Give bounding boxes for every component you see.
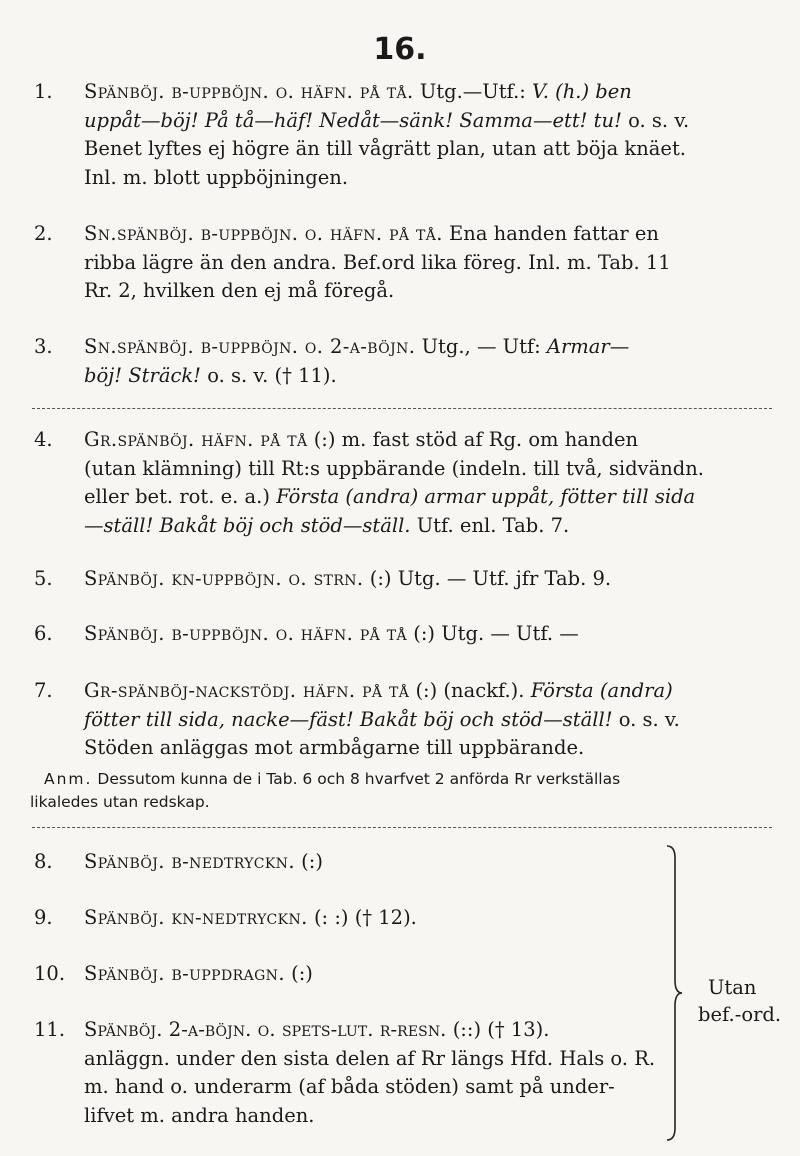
brace-label-line-1: Utan — [708, 976, 757, 999]
exercise-title: Sn.spänböj. b-uppböjn. o. 2-a-böjn. — [84, 335, 416, 358]
exercise-6 — [30, 620, 775, 649]
exercise-command: uppåt—böj! På tå—häf! Nedåt—sänk! Samma—ett! tu! — [84, 108, 622, 132]
exercise-command: Första (andra) — [530, 679, 673, 702]
exercise-command: fötter till sida, nacke—fäst! Bakåt böj och stöd—ställ! — [84, 707, 613, 731]
exercise-7-line-3: Stöden anläggas mot armbågarne till uppbärande. — [84, 736, 585, 759]
exercise-command: Första (andra) armar uppåt, fötter till sida — [276, 485, 696, 508]
exercise-text: (:) — [294, 850, 323, 873]
exercise-number: 3. — [34, 335, 53, 358]
exercise-11-line-1 — [30, 1016, 670, 1045]
exercise-title: Spänböj. kn-nedtryckn. — [84, 906, 308, 929]
exercise-title: Spänböj. kn-uppböjn. o. strn. — [84, 567, 364, 590]
exercise-text: (:) Utg. — Utf. — — [407, 622, 579, 645]
exercise-text: (:) m. fast stöd af Rg. om handen — [307, 428, 639, 451]
exercise-text: eller bet. rot. e. a.) — [84, 485, 277, 508]
remark-line-1 — [30, 768, 775, 791]
exercise-title: Spänböj. b-uppböjn. o. häfn. på tå. — [84, 80, 414, 103]
remark-note — [30, 768, 775, 814]
exercise-1-line-2 — [30, 107, 775, 136]
exercise-2-line-2: ribba lägre än den andra. Bef.ord lika föreg. Inl. m. Tab. 11 — [84, 250, 671, 274]
section-divider — [32, 827, 772, 828]
exercise-3-line-1 — [30, 333, 775, 362]
exercise-10 — [30, 960, 775, 989]
brace-label — [698, 974, 788, 1028]
exercise-4-line-4 — [30, 512, 775, 541]
exercise-text: o. s. v. — [621, 108, 690, 132]
remark-lead: Anm. — [44, 770, 93, 788]
exercise-6-line-1 — [30, 620, 775, 649]
exercise-3-line-2 — [30, 362, 775, 391]
exercise-11-line-2: anläggn. under den sista delen af Rr längs Hfd. Hals o. R. — [84, 1046, 656, 1070]
exercise-4-line-1 — [30, 426, 775, 455]
exercise-title: Spänböj. 2-a-böjn. o. spets-lut. r-resn. — [84, 1018, 447, 1041]
exercise-11 — [30, 1016, 670, 1130]
exercise-number: 5. — [34, 567, 53, 590]
exercise-number: 1. — [34, 80, 53, 103]
exercise-command: böj! Sträck! — [84, 363, 202, 387]
exercise-3 — [30, 333, 775, 390]
exercise-text: Utf. enl. Tab. 7. — [410, 513, 570, 537]
group-brace — [665, 844, 683, 1142]
exercise-text: Utg., — Utf: — [415, 335, 547, 358]
exercise-title: Sn.spänböj. b-uppböjn. o. häfn. på tå. — [84, 222, 443, 245]
exercise-5-line-1 — [30, 565, 775, 594]
exercise-text: Utg.—Utf.: — [413, 80, 533, 103]
exercise-8 — [30, 848, 775, 877]
exercise-title: Spänböj. b-uppböjn. o. häfn. på tå — [84, 622, 408, 645]
exercise-2-line-1 — [30, 220, 775, 249]
page-number: 16. — [373, 32, 427, 67]
exercise-1-line-3: Benet lyftes ej högre än till vågrätt plan, utan att böja knäet. — [84, 137, 686, 160]
exercise-4-line-2: (utan klämning) till Rt:s uppbärande (indeln. till två, sidvändn. — [84, 456, 705, 480]
exercise-1-line-1 — [30, 78, 775, 107]
exercise-text: (:) — [284, 962, 313, 985]
exercise-text: o. s. v. — [612, 707, 680, 731]
exercise-title: Spänböj. b-nedtryckn. — [84, 850, 295, 873]
exercise-7-line-2 — [30, 706, 775, 735]
exercise-number: 7. — [34, 679, 53, 702]
exercise-text: Ena handen fattar en — [442, 222, 659, 245]
exercise-2-line-3: Rr. 2, hvilken den ej må föregå. — [84, 279, 395, 302]
exercise-text: (::) († 13). — [446, 1018, 550, 1041]
exercise-1 — [30, 78, 775, 192]
brace-label-line-2: bef.-ord. — [698, 1003, 782, 1026]
section-divider — [32, 408, 772, 409]
exercise-11-line-4: lifvet m. andra handen. — [84, 1103, 315, 1127]
exercise-title: Gr.spänböj. häfn. på tå — [84, 428, 308, 451]
exercise-number: 6. — [34, 622, 53, 645]
exercise-text: (:) Utg. — Utf. jfr Tab. 9. — [363, 567, 612, 590]
exercise-7-line-1 — [30, 677, 775, 706]
exercise-text: (:) (nackf.). — [409, 679, 531, 702]
exercise-4-line-3 — [30, 483, 775, 512]
exercise-2 — [30, 220, 775, 306]
exercise-title: Gr-spänböj-nackstödj. häfn. på tå — [84, 679, 410, 702]
exercise-title: Spänböj. b-uppdragn. — [84, 962, 285, 985]
exercise-command: Armar— — [546, 335, 630, 358]
remark-text: Dessutom kunna de i Tab. 6 och 8 hvarfvet 2 anförda Rr verkställas — [92, 770, 621, 788]
exercise-text: o. s. v. († 11). — [201, 363, 337, 387]
exercise-8-line-1 — [30, 848, 775, 877]
exercise-number: 10. — [34, 962, 66, 985]
exercise-number: 2. — [34, 222, 53, 245]
exercise-7 — [30, 677, 775, 763]
exercise-5 — [30, 565, 775, 594]
exercise-text: (: :) († 12). — [307, 906, 417, 929]
exercise-number: 8. — [34, 850, 53, 873]
exercise-10-line-1 — [30, 960, 775, 989]
exercise-4 — [30, 426, 775, 540]
exercise-number: 11. — [34, 1018, 66, 1041]
exercise-number: 4. — [34, 428, 53, 451]
exercise-11-line-3: m. hand o. underarm (af båda stöden) samt på under- — [84, 1075, 615, 1098]
exercise-1-line-4: Inl. m. blott uppböjningen. — [84, 165, 349, 189]
remark-line-2: likaledes utan redskap. — [30, 793, 210, 811]
exercise-number: 9. — [34, 906, 53, 929]
exercise-command: —ställ! Bakåt böj och stöd—ställ. — [84, 513, 411, 537]
exercise-command: V. (h.) ben — [532, 80, 632, 103]
exercise-9 — [30, 904, 775, 933]
exercise-9-line-1 — [30, 904, 775, 933]
